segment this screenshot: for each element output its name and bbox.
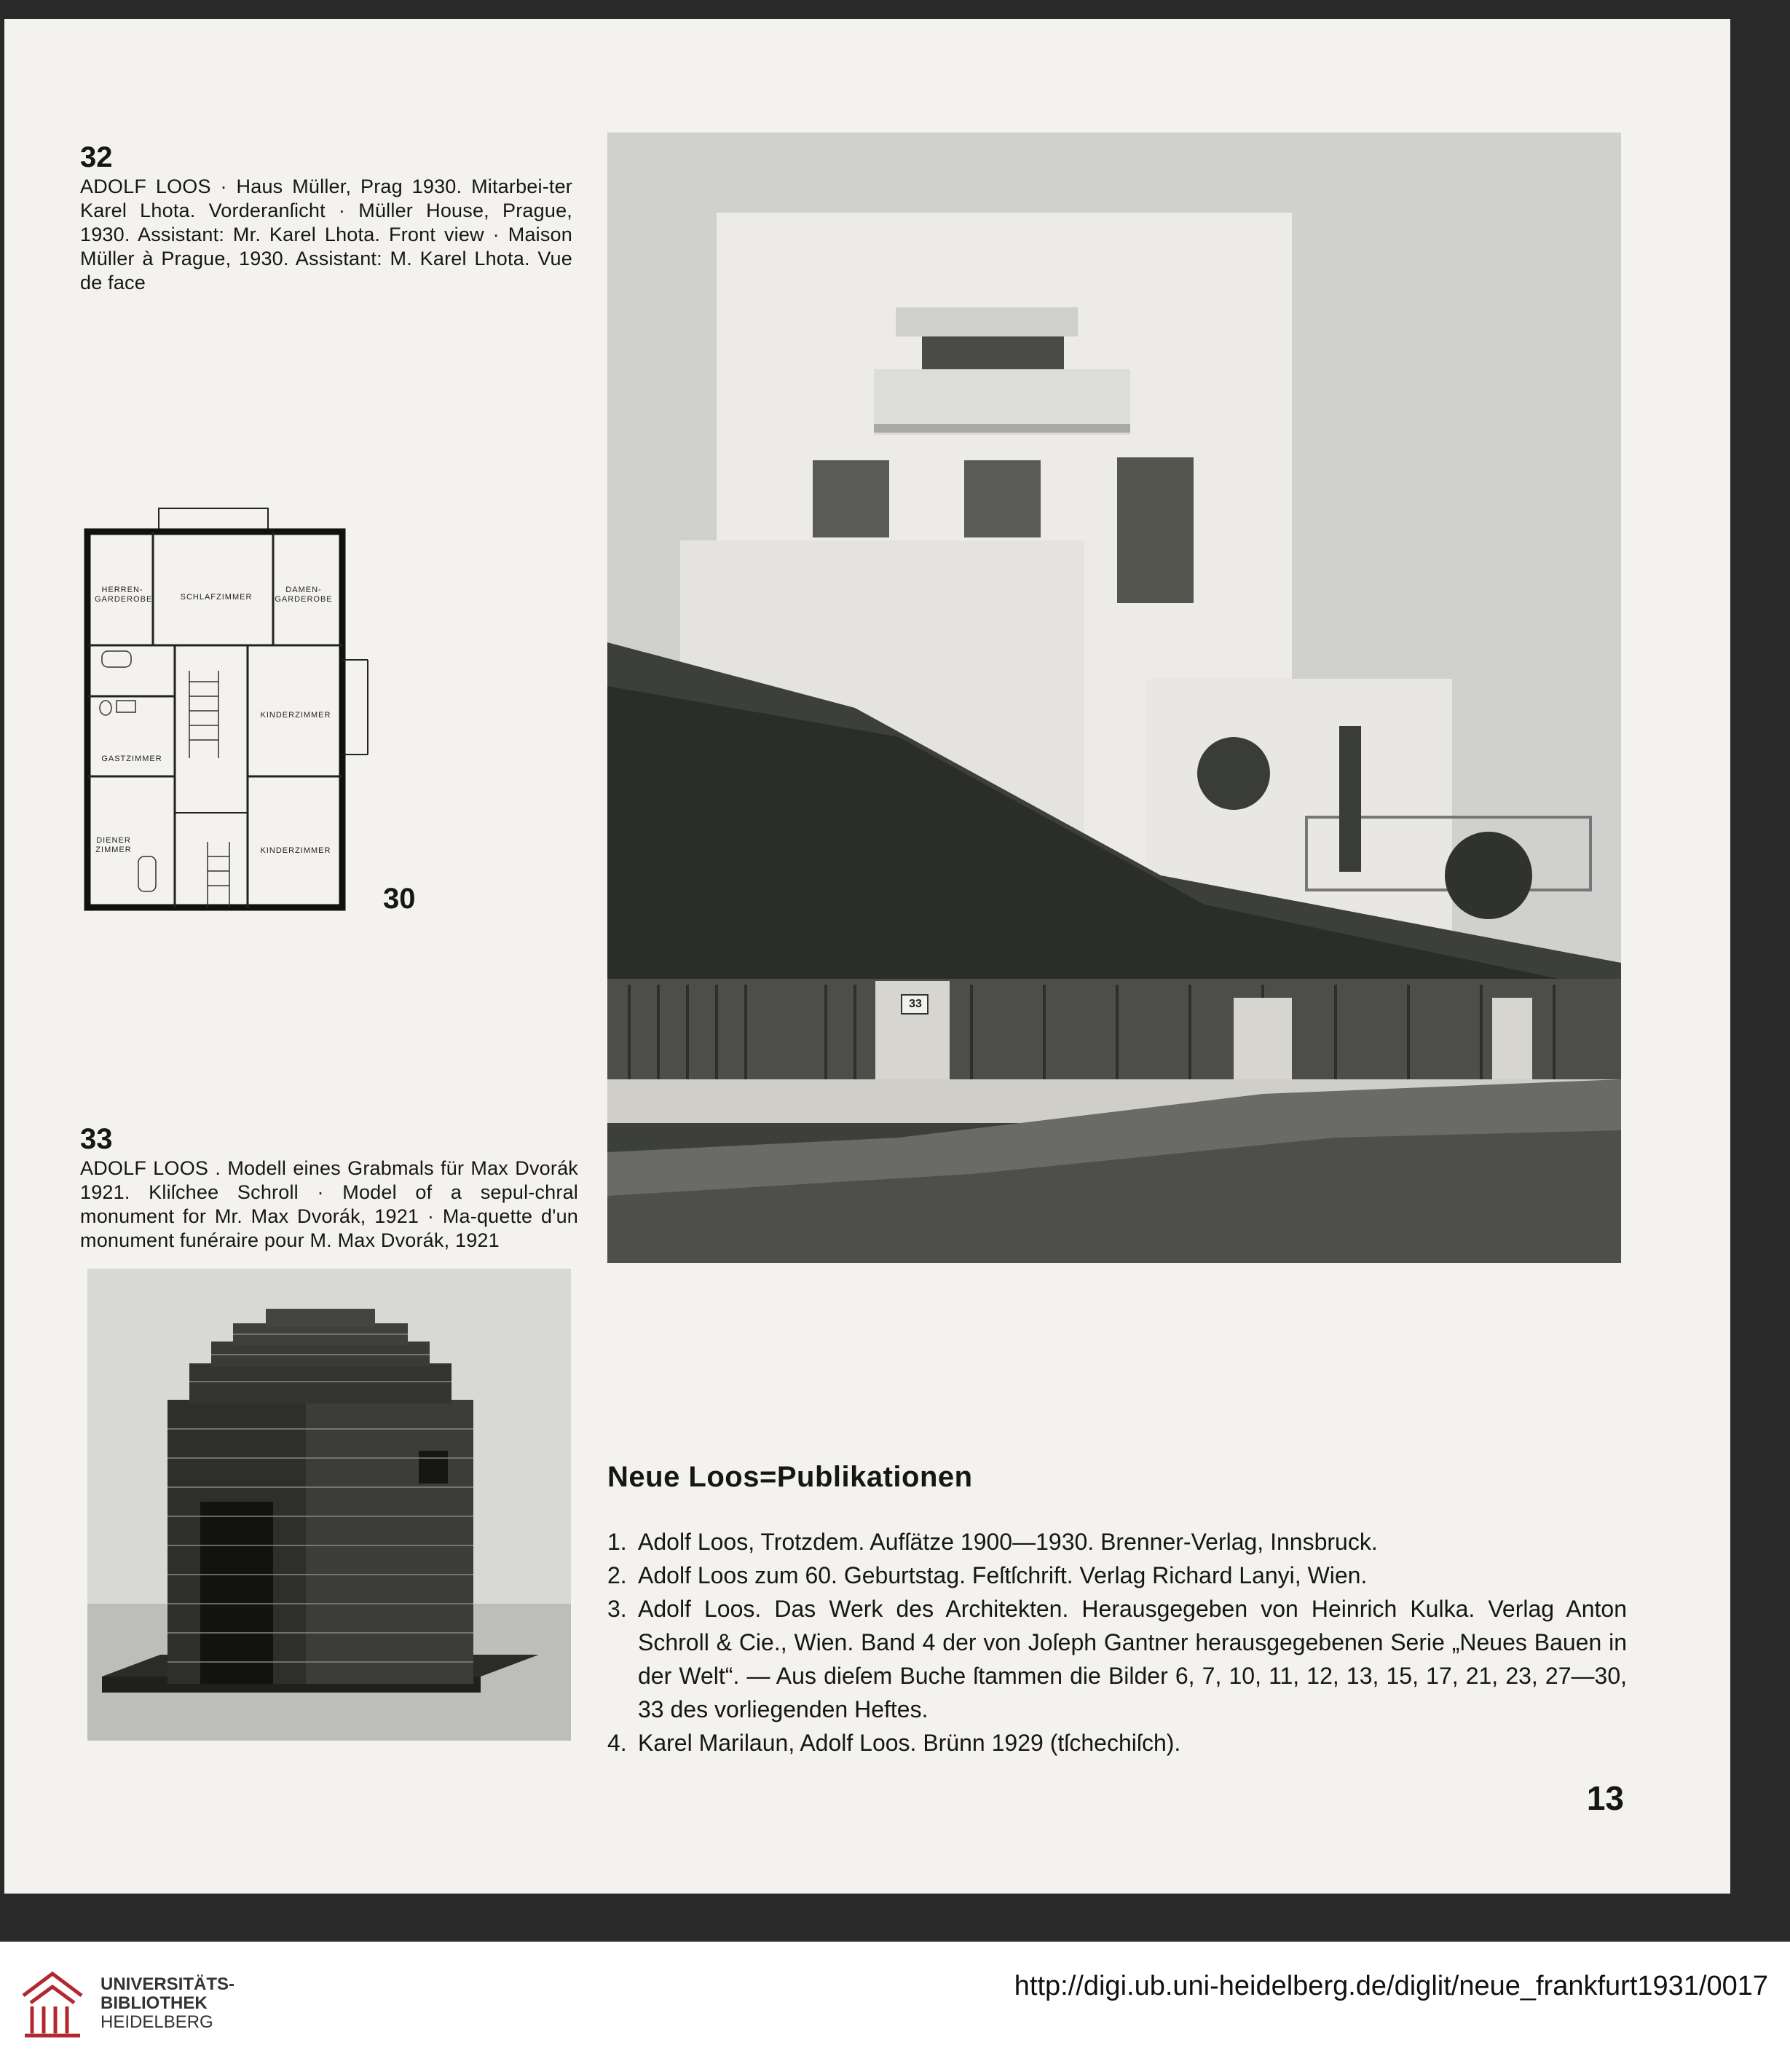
source-url-link[interactable]: http://digi.ub.uni-heidelberg.de/diglit/neue_frankfurt1931/0017 [1014,1971,1768,2001]
library-logo-text [100,1975,234,2032]
publication-number: 2. [607,1562,627,1588]
publication-item [607,1525,1627,1559]
room-label-kinderzimmer-2: KINDERZIMMER [260,846,331,855]
publication-text: Adolf Loos zum 60. Geburtstag. Feſtſchrift. Verlag Richard Lanyi, Wien. [638,1562,1368,1588]
room-label-dienerzimmer: DIENER ZIMMER [95,836,132,854]
figure-33-number: 33 [80,1123,113,1155]
figure-32-number: 32 [80,141,113,173]
photo-grabmal-model [87,1269,571,1741]
room-label-kinderzimmer-1: KINDERZIMMER [260,711,331,720]
room-label-damengarderobe: DAMEN- GARDEROBE [275,586,333,604]
publication-text: Karel Marilaun, Adolf Loos. Brünn 1929 (tſchechiſch). [638,1730,1181,1756]
room-label-gastzimmer: GASTZIMMER [101,755,162,763]
house-number-sign: 33 [909,998,922,1010]
publication-number: 3. [607,1596,627,1622]
publication-item [607,1592,1627,1726]
library-footer [0,1942,1790,2072]
figure-32-caption: ADOLF LOOS · Haus Müller, Prag 1930. Mitarbei-ter Karel Lhota. Vorderanſicht · Müller House, Prague, 1930. Assistant: Mr. Karel Lhota. Front view · Maison Müller à Prague, 1930. Assistant: M. Karel Lhota. Vue de face [80,176,572,294]
figure-33-caption: ADOLF LOOS . Modell eines Grabmals für Max Dvorák 1921. Kliſchee Schroll · Model of a sepul-chral monument for Mr. Max Dvorák, 1921 · Ma-quette d'un monument funéraire pour M. Max Dvorák, 1921 [80,1157,578,1251]
publications-heading: Neue Loos=Publikationen [607,1461,973,1493]
page-number: 13 [1586,1779,1624,1817]
publication-item [607,1726,1627,1760]
figure-30-number: 30 [383,883,416,915]
logo-line-1: UNIVERSITÄTS- [100,1974,235,1994]
room-label-schlafzimmer: SCHLAFZIMMER [180,593,253,602]
logo-line-2: BIBLIOTHEK [100,1993,208,2013]
publication-text: Adolf Loos, Trotzdem. Aufſätze 1900—1930. Brenner-Verlag, Innsbruck. [638,1529,1378,1555]
publications-list [607,1525,1627,1760]
library-logo-icon [17,1966,87,2039]
photo-haus-mueller [607,133,1621,1263]
publication-number: 4. [607,1730,627,1756]
logo-line-3: HEIDELBERG [100,2012,213,2032]
publication-text: Adolf Loos. Das Werk des Architekten. Herausgegeben von Heinrich Kulka. Verlag Anton Schroll & Cie., Wien. Band 4 der von Joſeph Gantner herausgegebenen Serie „Neues Bauen in der Welt“. — Aus dieſem Buche ſtammen die Bilder 6, 7, 10, 11, 12, 13, 15, 17, 21, 23, 27—30, 33 des vorliegenden Heftes. [638,1596,1627,1722]
publication-number: 1. [607,1529,627,1555]
room-label-herrengarderobe: HERREN- GARDEROBE [95,586,153,604]
floor-plan-figure-30 [80,507,376,915]
scanned-page [4,19,1730,1894]
publication-item [607,1559,1627,1592]
